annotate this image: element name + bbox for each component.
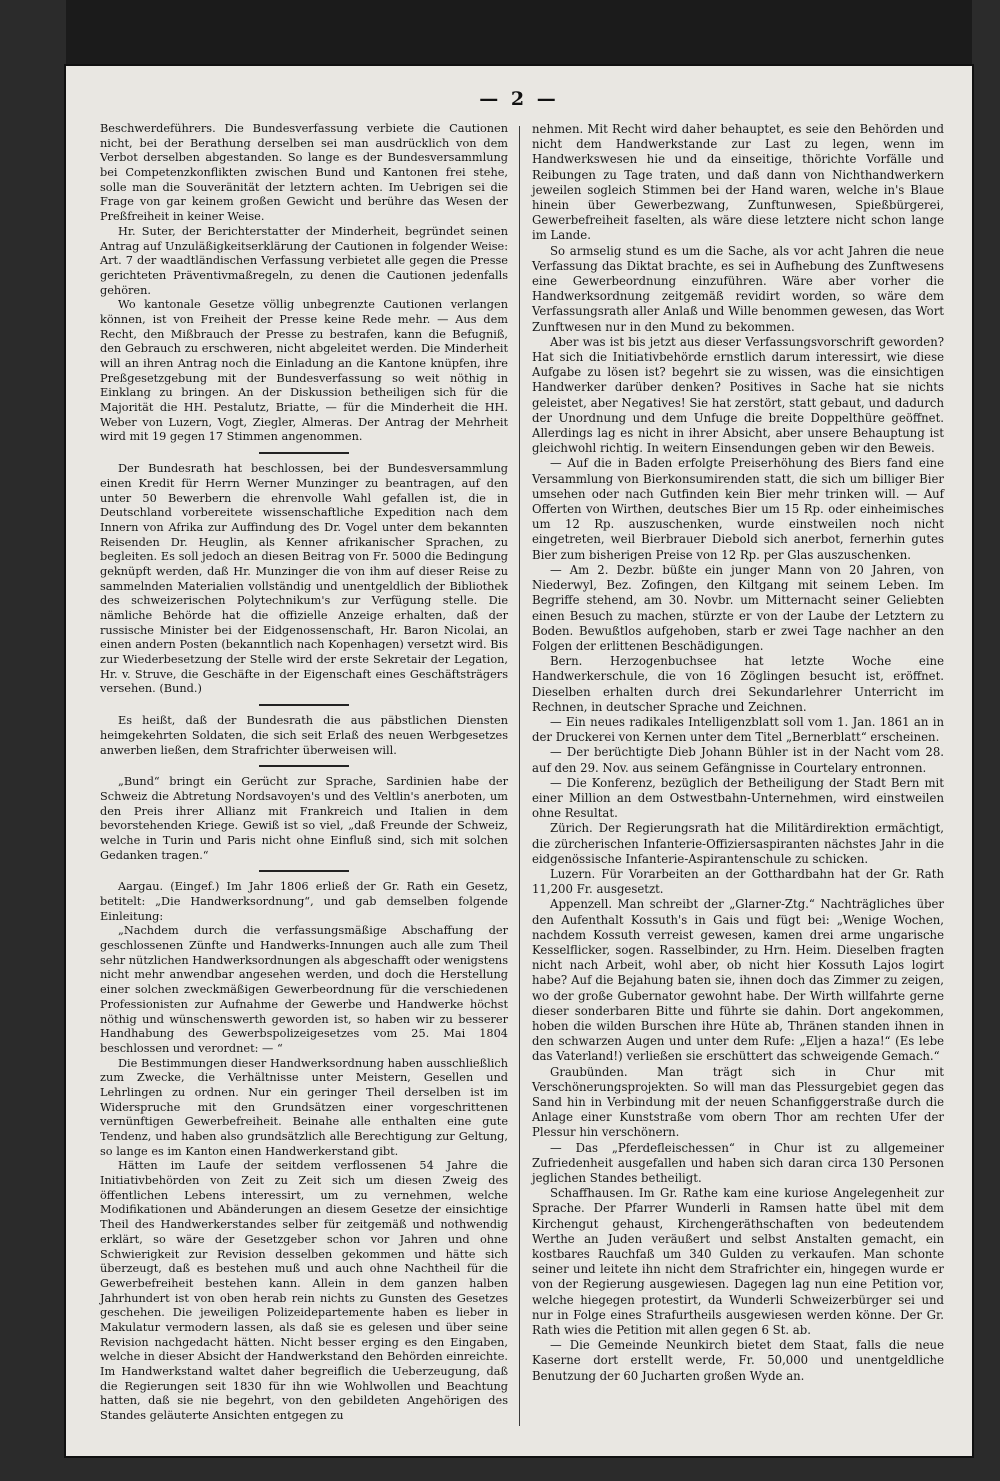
article-paragraph: Es heißt, daß der Bundesrath die aus päbstlichen Diensten heimgekehrten Soldaten, die sich seit Erlaß des neuen Werbgesetzes anwerben ließen, dem Strafrichter überweisen will.	[100, 714, 508, 757]
article-paragraph: Beschwerdeführers. Die Bundesverfassung verbiete die Cautionen nicht, bei der Berathung derselben sei man ausdrücklich von dem Verbot derselben abgestanden. So lange es der Bundesversammlung bei Competenzkonflikten zwischen Bund und Kantonen frei stehe, solle man die Souveränität der letztern achten. Im Uebrigen sei die Frage von gar keinem großen Gewicht und berühre das Wesen der Preßfreiheit in keiner Weise.	[100, 122, 508, 224]
article-paragraph: — Das „Pferdefleischessen“ in Chur ist zu allgemeiner Zufriedenheit ausgefallen und haben sich daran circa 130 Personen jeglichen Standes betheiligt.	[532, 1140, 944, 1186]
article-paragraph: — Ein neues radikales Intelligenzblatt soll vom 1. Jan. 1861 an in der Druckerei von Kernen unter dem Titel „Bernerblatt“ erscheinen.	[532, 714, 944, 745]
article-paragraph: „Bund“ bringt ein Gerücht zur Sprache, Sardinien habe der Schweiz die Abtretung Nordsavoyen's und des Veltlin's anerboten, um den Preis ihrer Allianz mit Frankreich und Italien in dem bevorstehenden Kriege. Gewiß ist so viel, „daß Freunde der Schweiz, welche in Turin und Paris nicht ohne Einfluß sind, sich mit solchen Gedanken tragen.“	[100, 775, 508, 862]
section-separator	[259, 452, 349, 454]
left-column	[100, 122, 508, 1424]
article-paragraph: Graubünden. Man trägt sich in Chur mit Verschönerungsprojekten. So will man das Plessurgebiet gegen das Sand hin in Verbindung mit der neuen Schanfiggerstraße durch die Anlage einer Kunststraße vom obern Thor am rechten Ufer der Plessur hin verschönern.	[532, 1064, 944, 1140]
section-separator	[259, 870, 349, 872]
article-paragraph: Hr. Suter, der Berichterstatter der Minderheit, begründet seinen Antrag auf Unzuläßigkeitserklärung der Cautionen in folgender Weise: Art. 7 der waadtländischen Verfassung verbietet alle gegen die Presse gerichteten Präventivmaßregeln, zu denen die Cautionen jedenfalls gehören.	[100, 224, 508, 297]
article-paragraph: — Der berüchtigte Dieb Johann Bühler ist in der Nacht vom 28. auf den 29. Nov. aus seinem Gefängnisse in Courtelary entronnen.	[532, 745, 944, 775]
article-paragraph: „Nachdem durch die verfassungsmäßige Abschaffung der geschlossenen Zünfte und Handwerks-Innungen auch alle zum Theil sehr nützlichen Handwerksordnungen als abgeschafft oder wenigstens nicht mehr anwendbar angesehen werden, und doch die Herstellung einer solchen zweckmäßigen Gewerbeordnung für die verschiedenen Professionisten zur Aufnahme der Gewerbe und Handwerke höchst nöthig und wünschenswerth geworden ist, so haben wir zu besserer Handhabung des Gewerbspolizeigesetzes vom 25. Mai 1804 beschlossen und verordnet: — “	[100, 924, 508, 1055]
article-paragraph: Der Bundesrath hat beschlossen, bei der Bundesversammlung einen Kredit für Herrn Werner Munzinger zu beantragen, auf den unter 50 Bewerbern die ehrenvolle Wahl gefallen ist, die in Deutschland vorbereitete wissenschaftliche Expedition nach dem Innern von Afrika zur Auffindung des Dr. Vogel unter dem bekannten Reisenden Dr. Heuglin, als Kenner afrikanischer Sprachen, zu begleiten. Es soll jedoch an diesen Beitrag von Fr. 5000 die Bedingung geknüpft werden, daß Hr. Munzinger die von ihm auf dieser Reise zu sammelnden Materialien vollständig und unentgeldlich der Bibliothek des schweizerischen Polytechnikum's zur Verfügung stelle. Die nämliche Behörde hat die offizielle Anzeige erhalten, daß der russische Minister bei der Eidgenossenschaft, Hr. Baron Nicolai, an einen andern Posten (bekanntlich nach Kopenhagen) versetzt wird. Bis zur Wiederbesetzung der Stelle wird der erste Sekretair der Legation, Hr. v. Struve, die Geschäfte in der Eigenschaft eines Geschäftsträgers versehen. (Bund.)	[100, 462, 508, 696]
page-number: — 2 —	[479, 88, 559, 110]
column-rule	[519, 126, 520, 1426]
article-paragraph: — Die Gemeinde Neunkirch bietet dem Staat, falls die neue Kaserne dort erstellt werde, Fr. 50,000 und unentgeldliche Benutzung der 60 Jucharten großen Wyde an.	[532, 1338, 944, 1383]
article-paragraph: — Auf die in Baden erfolgte Preiserhöhung des Biers fand eine Versammlung von Bierkonsumirenden statt, die sich um billiger Bier umsehen oder nach Gutfinden kein Bier mehr trinken will. — Auf Offerten von Wirthen, deutsches Bier um 15 Rp. oder einheimisches um 12 Rp. auszuschenken, wurde einstweilen noch nicht eingetreten, weil Bierbrauer Diebold sich anerbot, fernerhin gutes Bier zum bisherigen Preise von 12 Rp. per Glas auszuschenken.	[532, 456, 944, 562]
article-paragraph: Wo kantonale Gesetze völlig unbegrenzte Cautionen verlangen können, ist von Freiheit der Presse keine Rede mehr. — Aus dem Recht, den Mißbrauch der Presse zu bestrafen, kann die Befugniß, den Gebrauch zu erschweren, nicht abgeleitet werden. Die Minderheit will an ihren Antrag noch die Einladung an die Kantone knüpfen, ihre Preßgesetzgebung mit der Bundesverfassung so weit nöthig in Einklang zu bringen. An der Diskussion betheiligen sich für die Majorität die HH. Pestalutz, Briatte, — für die Minderheit die HH. Weber von Luzern, Vogt, Ziegler, Almeras. Der Antrag der Mehrheit wird mit 19 gegen 17 Stimmen angenommen.	[100, 298, 508, 444]
article-paragraph: Bern. Herzogenbuchsee hat letzte Woche eine Handwerkerschule, die von 16 Zöglingen besucht ist, eröffnet. Dieselben erhalten durch drei Sekundarlehrer Unterricht im Rechnen, in deutscher Sprache und Zeichnen.	[532, 654, 944, 714]
article-paragraph: Aber was ist bis jetzt aus dieser Verfassungsvorschrift geworden? Hat sich die Initiativbehörde ernstlich darum interessirt, wie diese Aufgabe zu lösen ist? begehrt sie zu wissen, was die einsichtigen Handwerker darüber denken? Positives in Sache hat sie nichts geleistet, aber Negatives! Sie hat zerstört, statt gebaut, und dadurch der Unordnung und dem Unfuge die breite Doppelthüre geöffnet. Allerdings lag es nicht in ihrer Absicht, aber unsere Behauptung ist gleichwohl richtig. In weitern Einsendungen geben wir den Beweis.	[532, 334, 944, 456]
article-paragraph: — Am 2. Dezbr. büßte ein junger Mann von 20 Jahren, von Niederwyl, Bez. Zofingen, den Kiltgang mit seinem Leben. Im Begriffe stehend, am 30. Novbr. um Mitternacht seiner Geliebten einen Besuch zu machen, stürzte er von der Laube der Letztern zu Boden. Bewußtlos aufgehoben, starb er zwei Tage nachher an den Folgen der erlittenen Beschädigungen.	[532, 562, 944, 653]
article-paragraph: nehmen. Mit Recht wird daher behauptet, es seie den Behörden und nicht dem Handwerkstande zur Last zu legen, wenn im Handwerkswesen hie und da einseitige, thörichte Vorfälle und Reibungen zu Tage traten, und daß dann von Nichthandwerkern jeweilen sogleich Stimmen bei der Hand waren, welche in's Blaue hinein über Gewerbezwang, Zunftunwesen, Spießbürgerei, Gewerbefreiheit faselten, als wäre diese letztere nicht schon lange im Lande.	[532, 122, 944, 243]
newspaper-page	[66, 66, 972, 1456]
right-column	[532, 122, 944, 1384]
article-paragraph: Appenzell. Man schreibt der „Glarner-Ztg.“ Nachträgliches über den Aufenthalt Kossuth's in Gais und fügt bei: „Wenige Wochen, nachdem Kossuth verreist gewesen, kamen drei arme ungarische Kesselflicker, sogen. Rasselbinder, zu Hrn. Heim. Dieselben fragten nicht nach Arbeit, wohl aber, ob nicht hier Kossuth Lajos logirt habe? Auf die Bejahung baten sie, ihnen doch das Zimmer zu zeigen, wo der große Gubernator gewohnt habe. Der Wirth willfahrte gerne dieser sonderbaren Bitte und führte sie dahin. Dort angekommen, hoben die wilden Burschen ihre Hüte ab, Thränen standen ihnen in den schwarzen Augen und unter dem Rufe: „Eljen a haza!“ (Es lebe das Vaterland!) verließen sie erschüttert das schweigende Gemach.“	[532, 897, 944, 1064]
scan-top-edge	[66, 0, 972, 66]
article-paragraph: Die Bestimmungen dieser Handwerksordnung haben ausschließlich zum Zwecke, die Verhältnisse unter Meistern, Gesellen und Lehrlingen zu ordnen. Nur ein geringer Theil derselben ist im Widerspruche mit den Grundsätzen einer vorgeschrittenen vernünftigen Gewerbefreiheit. Beinahe alle enthalten eine gute Tendenz, und haben also grundsätzlich alle Berechtigung zur Geltung, so lange es im Kanton einen Handwerkerstand gibt.	[100, 1056, 508, 1158]
section-separator	[259, 765, 349, 767]
article-paragraph: Zürich. Der Regierungsrath hat die Militärdirektion ermächtigt, die zürcherischen Infanterie-Offiziersaspiranten nächstes Jahr in die eidgenössische Infanterie-Aspirantenschule zu schicken.	[532, 821, 944, 866]
article-paragraph: Luzern. Für Vorarbeiten an der Gotthardbahn hat der Gr. Rath 11,200 Fr. ausgesetzt.	[532, 866, 944, 897]
article-paragraph: Hätten im Laufe der seitdem verflossenen 54 Jahre die Initiativbehörden von Zeit zu Zeit sich um diesen Zweig des öffentlichen Lebens interessirt, um zu vernehmen, welche Modifikationen und Abänderungen an diesem Gesetze der einsichtige Theil des Handwerkerstandes selber für zeitgemäß und nothwendig erklärt, so wäre der Gesetzgeber schon vor Jahren und ohne Schwierigkeit zur Revision desselben gekommen und hätte sich überzeugt, daß es bestehen muß und auch ohne Nachtheil für die Gewerbefreiheit bestehen kann. Allein in dem ganzen halben Jahrhundert ist von oben herab rein nichts zu Gunsten des Gesetzes geschehen. Die jeweiligen Polizeidepartemente haben es lieber in Makulatur vermodern lassen, als daß sie es gelesen und über seine Revision nachgedacht hätten. Nicht besser erging es den Eingaben, welche in dieser Absicht der Handwerkstand den Behörden einreichte. Im Handwerkstand waltet daher begreiflich die Ueberzeugung, daß die Regierungen seit 1830 für ihn wie Wohlwollen und Beachtung hatten, daß sie nie begehrt, von den gebildeten Angehörigen des Standes geläuterte Ansichten entgegen zu	[100, 1159, 508, 1423]
section-separator	[259, 704, 349, 706]
article-paragraph: — Die Konferenz, bezüglich der Betheiligung der Stadt Bern mit einer Million an dem Ostwestbahn-Unternehmen, wird einstweilen ohne Resultat.	[532, 775, 944, 821]
article-paragraph: Aargau. (Eingef.) Im Jahr 1806 erließ der Gr. Rath ein Gesetz, betitelt: „Die Handwerksordnung“, und gab demselben folgende Einleitung:	[100, 880, 508, 923]
article-paragraph: So armselig stund es um die Sache, als vor acht Jahren die neue Verfassung das Diktat brachte, es sei in Aufhebung des Zunftwesens eine Gewerbeordnung einzuführen. Wäre aber vorher die Handwerksordnung zeitgemäß revidirt worden, so wäre dem Verfassungsrath aller Anlaß und Wille benommen gewesen, das Wort Zunftwesen nur in den Mund zu bekommen.	[532, 243, 944, 334]
article-paragraph: Schaffhausen. Im Gr. Rathe kam eine kuriose Angelegenheit zur Sprache. Der Pfarrer Wunderli in Ramsen hatte übel mit dem Kirchengut gehaust, Kirchengeräthschaften von bedeutendem Werthe an Juden veräußert und selbst Anstalten gemacht, ein kostbares Rauchfaß um 340 Gulden zu verkaufen. Man schonte seiner und leitete ihn nicht dem Strafrichter ein, hingegen wurde er von der Regierung ausgewiesen. Dagegen lag nun eine Petition vor, welche hiegegen protestirt, da Wunderli Schweizerbürger sei und nur in Folge eines Strafurtheils ausgewiesen werden könne. Der Gr. Rath wies die Petition mit allen gegen 6 St. ab.	[532, 1186, 944, 1338]
